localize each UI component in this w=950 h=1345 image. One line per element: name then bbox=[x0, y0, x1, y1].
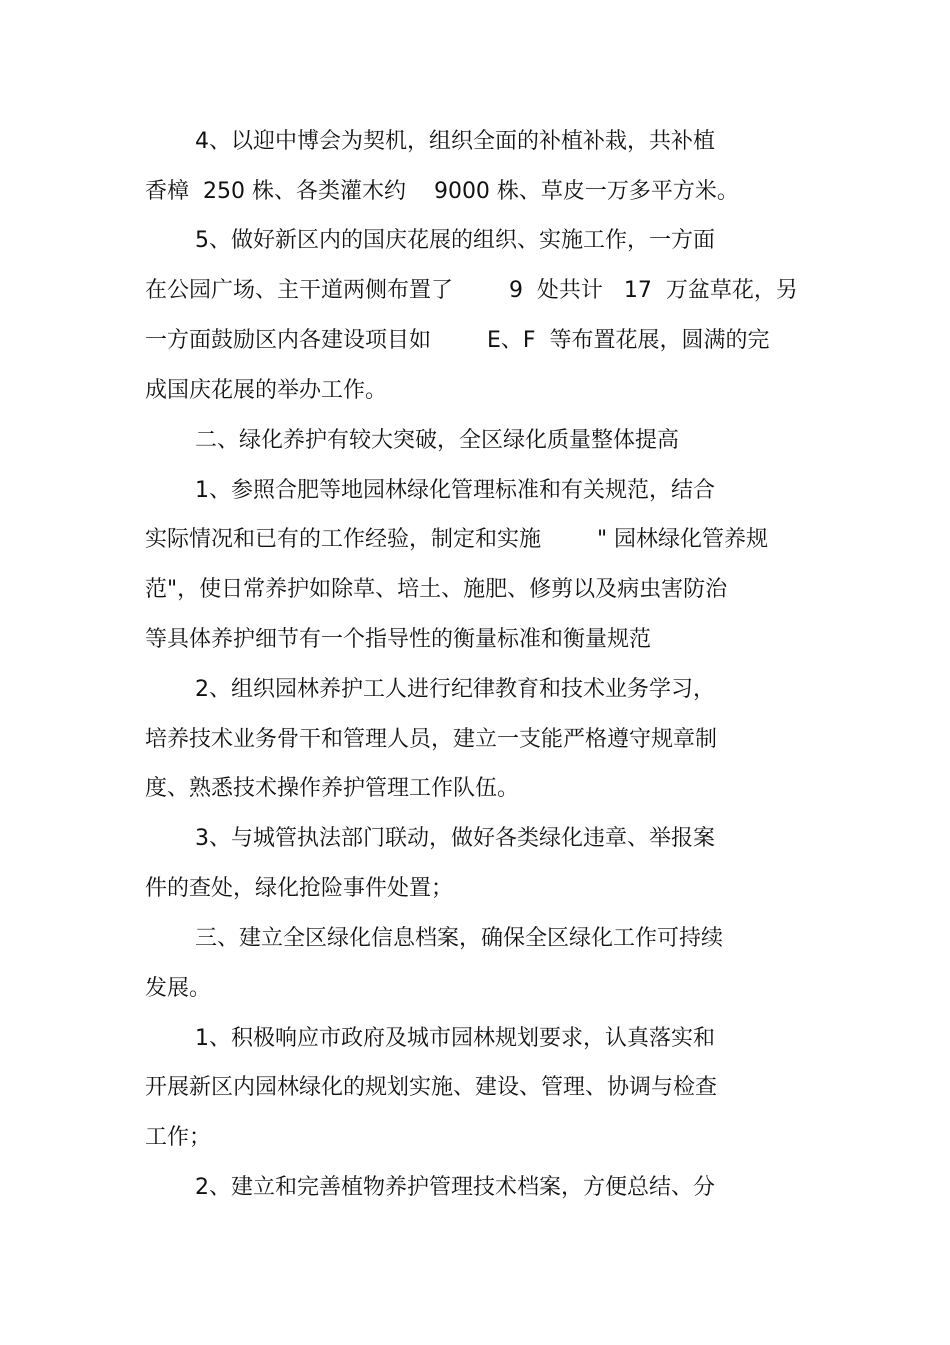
text-line: 5、做好新区内的国庆花展的组织、实施工作，一方面 bbox=[195, 228, 715, 253]
text-line: 4、以迎中博会为契机，组织全面的补植补栽，共补植 bbox=[195, 129, 715, 154]
text-line: 1、参照合肥等地园林绿化管理标准和有关规范，结合 bbox=[195, 478, 715, 503]
text-line: 2、组织园林养护工人进行纪律教育和技术业务学习， bbox=[195, 677, 715, 702]
text-line: 范"，使日常养护如除草、培土、施肥、修剪以及病虫害防治 bbox=[145, 577, 728, 602]
text-line: 3、与城管执法部门联动，做好各类绿化违章、举报案 bbox=[195, 826, 715, 851]
text-line: 香樟 250 株、各类灌木约 9000 株、草皮一万多平方米。 bbox=[145, 179, 739, 204]
text-line: 实际情况和已有的工作经验，制定和实施 " 园林绿化管养规 bbox=[145, 527, 769, 552]
text-line: 件的查处，绿化抢险事件处置； bbox=[145, 876, 454, 901]
section-heading: 二、绿化养护有较大突破，全区绿化质量整体提高 bbox=[195, 428, 680, 453]
text-line: 在公园广场、主干道两侧布置了 9 处共计 17 万盆草花，另 bbox=[145, 278, 798, 303]
text-line: 一方面鼓励区内各建设项目如 E、F 等布置花展，圆满的完 bbox=[145, 328, 770, 353]
text-line: 培养技术业务骨干和管理人员，建立一支能严格遵守规章制 bbox=[145, 727, 718, 752]
text-line: 1、积极响应市政府及城市园林规划要求，认真落实和 bbox=[195, 1026, 715, 1051]
text-line: 发展。 bbox=[145, 976, 212, 1001]
text-line: 工作； bbox=[145, 1125, 212, 1150]
text-line: 度、熟悉技术操作养护管理工作队伍。 bbox=[145, 776, 520, 801]
section-heading: 三、建立全区绿化信息档案，确保全区绿化工作可持续 bbox=[195, 926, 724, 951]
text-line: 等具体养护细节有一个指导性的衡量标准和衡量规范 bbox=[145, 627, 652, 652]
text-line: 2、建立和完善植物养护管理技术档案，方便总结、分 bbox=[195, 1175, 715, 1200]
text-line: 成国庆花展的举办工作。 bbox=[145, 378, 388, 403]
text-line: 开展新区内园林绿化的规划实施、建设、管理、协调与检查 bbox=[145, 1075, 718, 1100]
